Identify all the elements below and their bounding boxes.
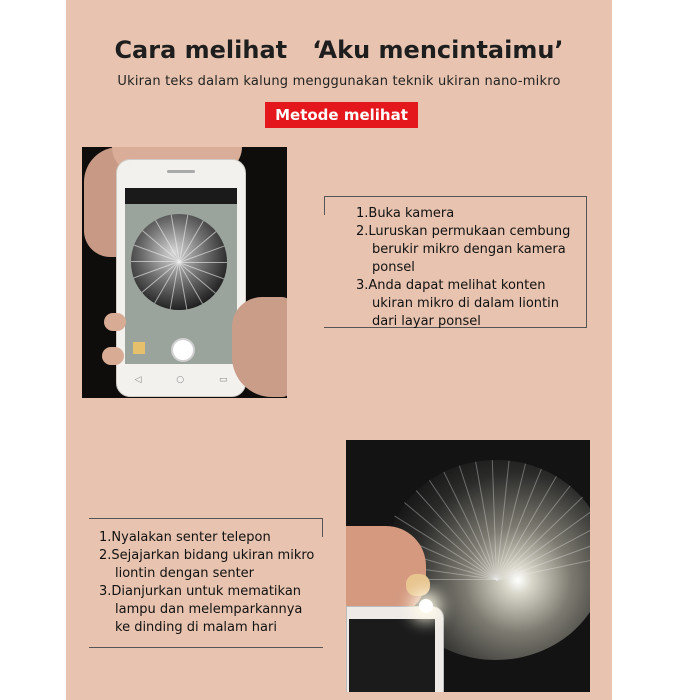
- pendant-illustration: [406, 574, 430, 596]
- camera-method-photo: [82, 147, 287, 398]
- home-icon: ○: [176, 375, 185, 385]
- shutter-button-icon: [171, 338, 195, 362]
- finger-illustration: [102, 347, 124, 365]
- step-item: 3.Dianjurkan untuk mematikan lampu dan melemparkannya ke dinding di malam hari: [99, 584, 303, 635]
- engraving-ray: [179, 223, 226, 262]
- phone-screen: [349, 619, 435, 692]
- finger-illustration: [104, 313, 126, 331]
- hand-illustration: [232, 297, 287, 397]
- engraving-ray: [179, 262, 227, 283]
- phone-nav-bar: [117, 374, 245, 386]
- page-title: Cara melihat ‘Aku mencintaimu’: [114, 36, 564, 64]
- method-badge: Metode melihat: [265, 102, 418, 128]
- camera-method-steps: [324, 196, 587, 328]
- step-item: 1.Nyalakan senter telepon: [99, 530, 271, 545]
- engraving-ray: [178, 262, 225, 301]
- speaker-icon: [167, 170, 195, 173]
- step-item: 2.Luruskan permukaan cembung berukir mikro dengan kamera ponsel: [356, 224, 571, 275]
- box-stub: [324, 197, 325, 215]
- instruction-card: [66, 0, 612, 700]
- pendant-engraving-view: [131, 214, 227, 310]
- gallery-thumbnail-icon: [133, 342, 145, 354]
- step-item: 3.Anda dapat melihat konten ukiran mikro di dalam liontin dari layar ponsel: [356, 278, 559, 329]
- engraving-ray: [179, 262, 227, 263]
- phone-illustration: [116, 159, 246, 397]
- camera-screen: [125, 188, 237, 364]
- flashlight-icon: [419, 599, 433, 613]
- hand-illustration: [346, 526, 426, 618]
- menu-icon: ▭: [219, 375, 228, 385]
- step-item: 2.Sejajarkan bidang ukiran mikro liontin dengan senter: [99, 548, 315, 581]
- box-stub: [322, 519, 323, 537]
- step-item: 1.Buka kamera: [356, 206, 455, 221]
- page-subtitle: Ukiran teks dalam kalung menggunakan teknik ukiran nano-mikro: [117, 74, 561, 89]
- engraving-ray: [179, 241, 227, 262]
- engraving-ray: [131, 261, 179, 262]
- camera-toolbar: [125, 188, 237, 204]
- back-icon: ◁: [134, 375, 142, 385]
- flashlight-method-steps: [89, 518, 323, 648]
- flashlight-method-photo: [346, 440, 590, 692]
- phone-illustration: [346, 606, 444, 692]
